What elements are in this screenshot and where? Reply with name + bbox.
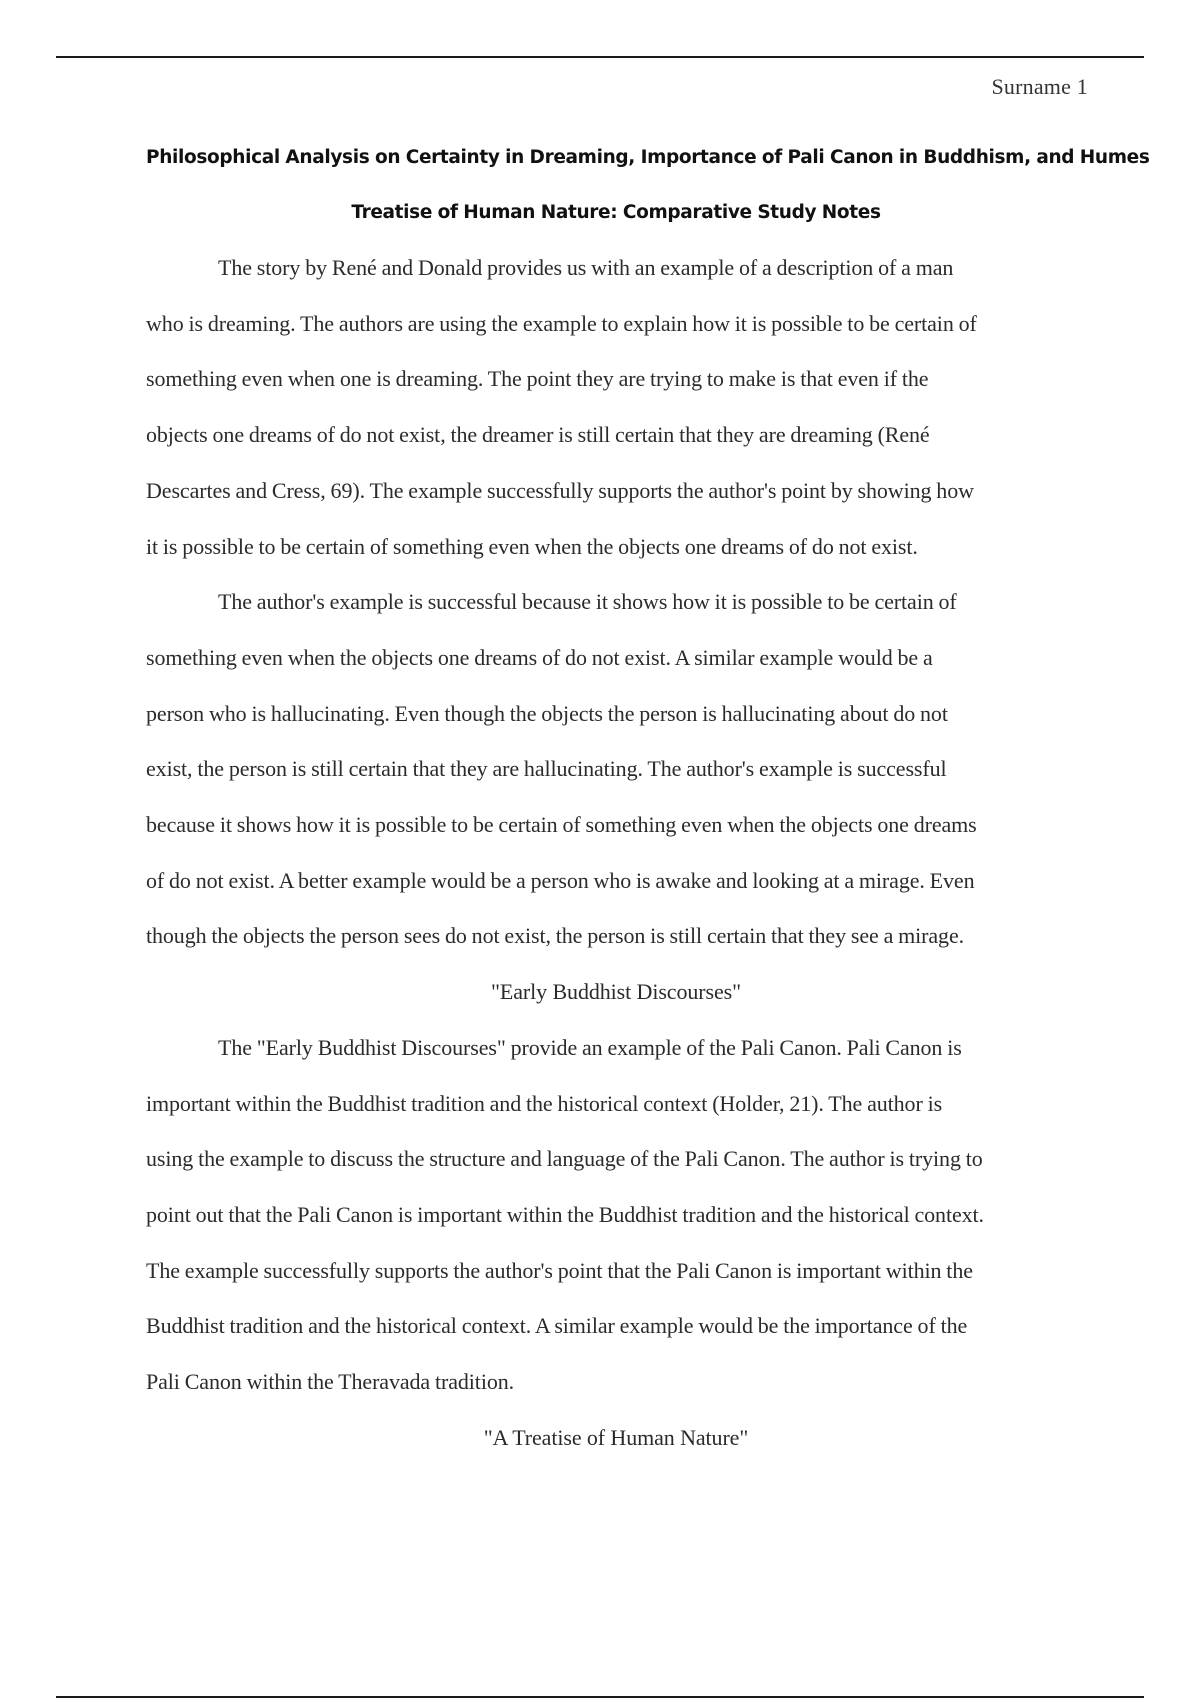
paragraph-line: something even when the objects one dreams of do not exist. A similar example would be a (146, 644, 933, 670)
title-line-2: Treatise of Human Nature: Comparative Study Notes (351, 202, 881, 223)
paragraph-line: The story by René and Donald provides us with an example of a description of a man (218, 255, 954, 280)
title-line-1: Philosophical Analysis on Certainty in Dreaming, Importance of Pali Canon in Buddhism, and Humes (146, 147, 1150, 168)
paragraph-line: person who is hallucinating. Even though the objects the person is hallucinating about do not (146, 700, 948, 726)
page-header-surname: Surname 1 (991, 74, 1088, 99)
paragraph-line: who is dreaming. The authors are using the example to explain how it is possible to be certain of (146, 310, 977, 336)
paragraph-line: objects one dreams of do not exist, the dreamer is still certain that they are dreaming (René (146, 422, 930, 448)
document-body (146, 130, 1150, 1465)
paragraph-line: though the objects the person sees do not exist, the person is still certain that they see a mirage. (146, 923, 965, 949)
paragraph-line: point out that the Pali Canon is important within the Buddhist tradition and the historical context. (146, 1201, 984, 1227)
paragraph-line: important within the Buddhist tradition and the historical context (Holder, 21). The author is (146, 1090, 943, 1116)
section-heading-treatise-of-human-nature: "A Treatise of Human Nature" (483, 1424, 749, 1450)
paragraph-line: of do not exist. A better example would be a person who is awake and looking at a mirage. Even (146, 867, 975, 893)
paragraph-line: because it shows how it is possible to be certain of something even when the objects one dreams (146, 812, 977, 838)
footer-rule (56, 1696, 1144, 1698)
paragraph-line: it is possible to be certain of something even when the objects one dreams of do not exist. (146, 533, 918, 559)
paragraph-line: Buddhist tradition and the historical context. A similar example would be the importance of the (146, 1313, 968, 1339)
paragraph-line: Descartes and Cress, 69). The example successfully supports the author's point by showing how (146, 477, 974, 503)
paragraph-dreaming (146, 240, 1086, 574)
paragraph-line: something even when one is dreaming. The point they are trying to make is that even if the (146, 366, 929, 392)
paragraph-line: using the example to discuss the structure and language of the Pali Canon. The author is trying to (146, 1146, 983, 1172)
paragraph-line: The author's example is successful because it shows how it is possible to be certain of (218, 589, 957, 615)
document-title (146, 130, 1150, 240)
paragraph-line: exist, the person is still certain that they are hallucinating. The author's example is successful (146, 756, 947, 782)
paragraph-example-evaluation (146, 574, 1086, 964)
section-heading-early-buddhist-discourses: "Early Buddhist Discourses" (491, 979, 741, 1005)
header-rule (56, 56, 1144, 58)
paragraph-line: Pali Canon within the Theravada tradition. (146, 1369, 515, 1395)
paragraph-line: The "Early Buddhist Discourses" provide an example of the Pali Canon. Pali Canon is (218, 1034, 962, 1060)
paragraph-pali-canon (146, 1020, 1086, 1410)
paragraph-line: The example successfully supports the author's point that the Pali Canon is important within the (146, 1257, 973, 1283)
